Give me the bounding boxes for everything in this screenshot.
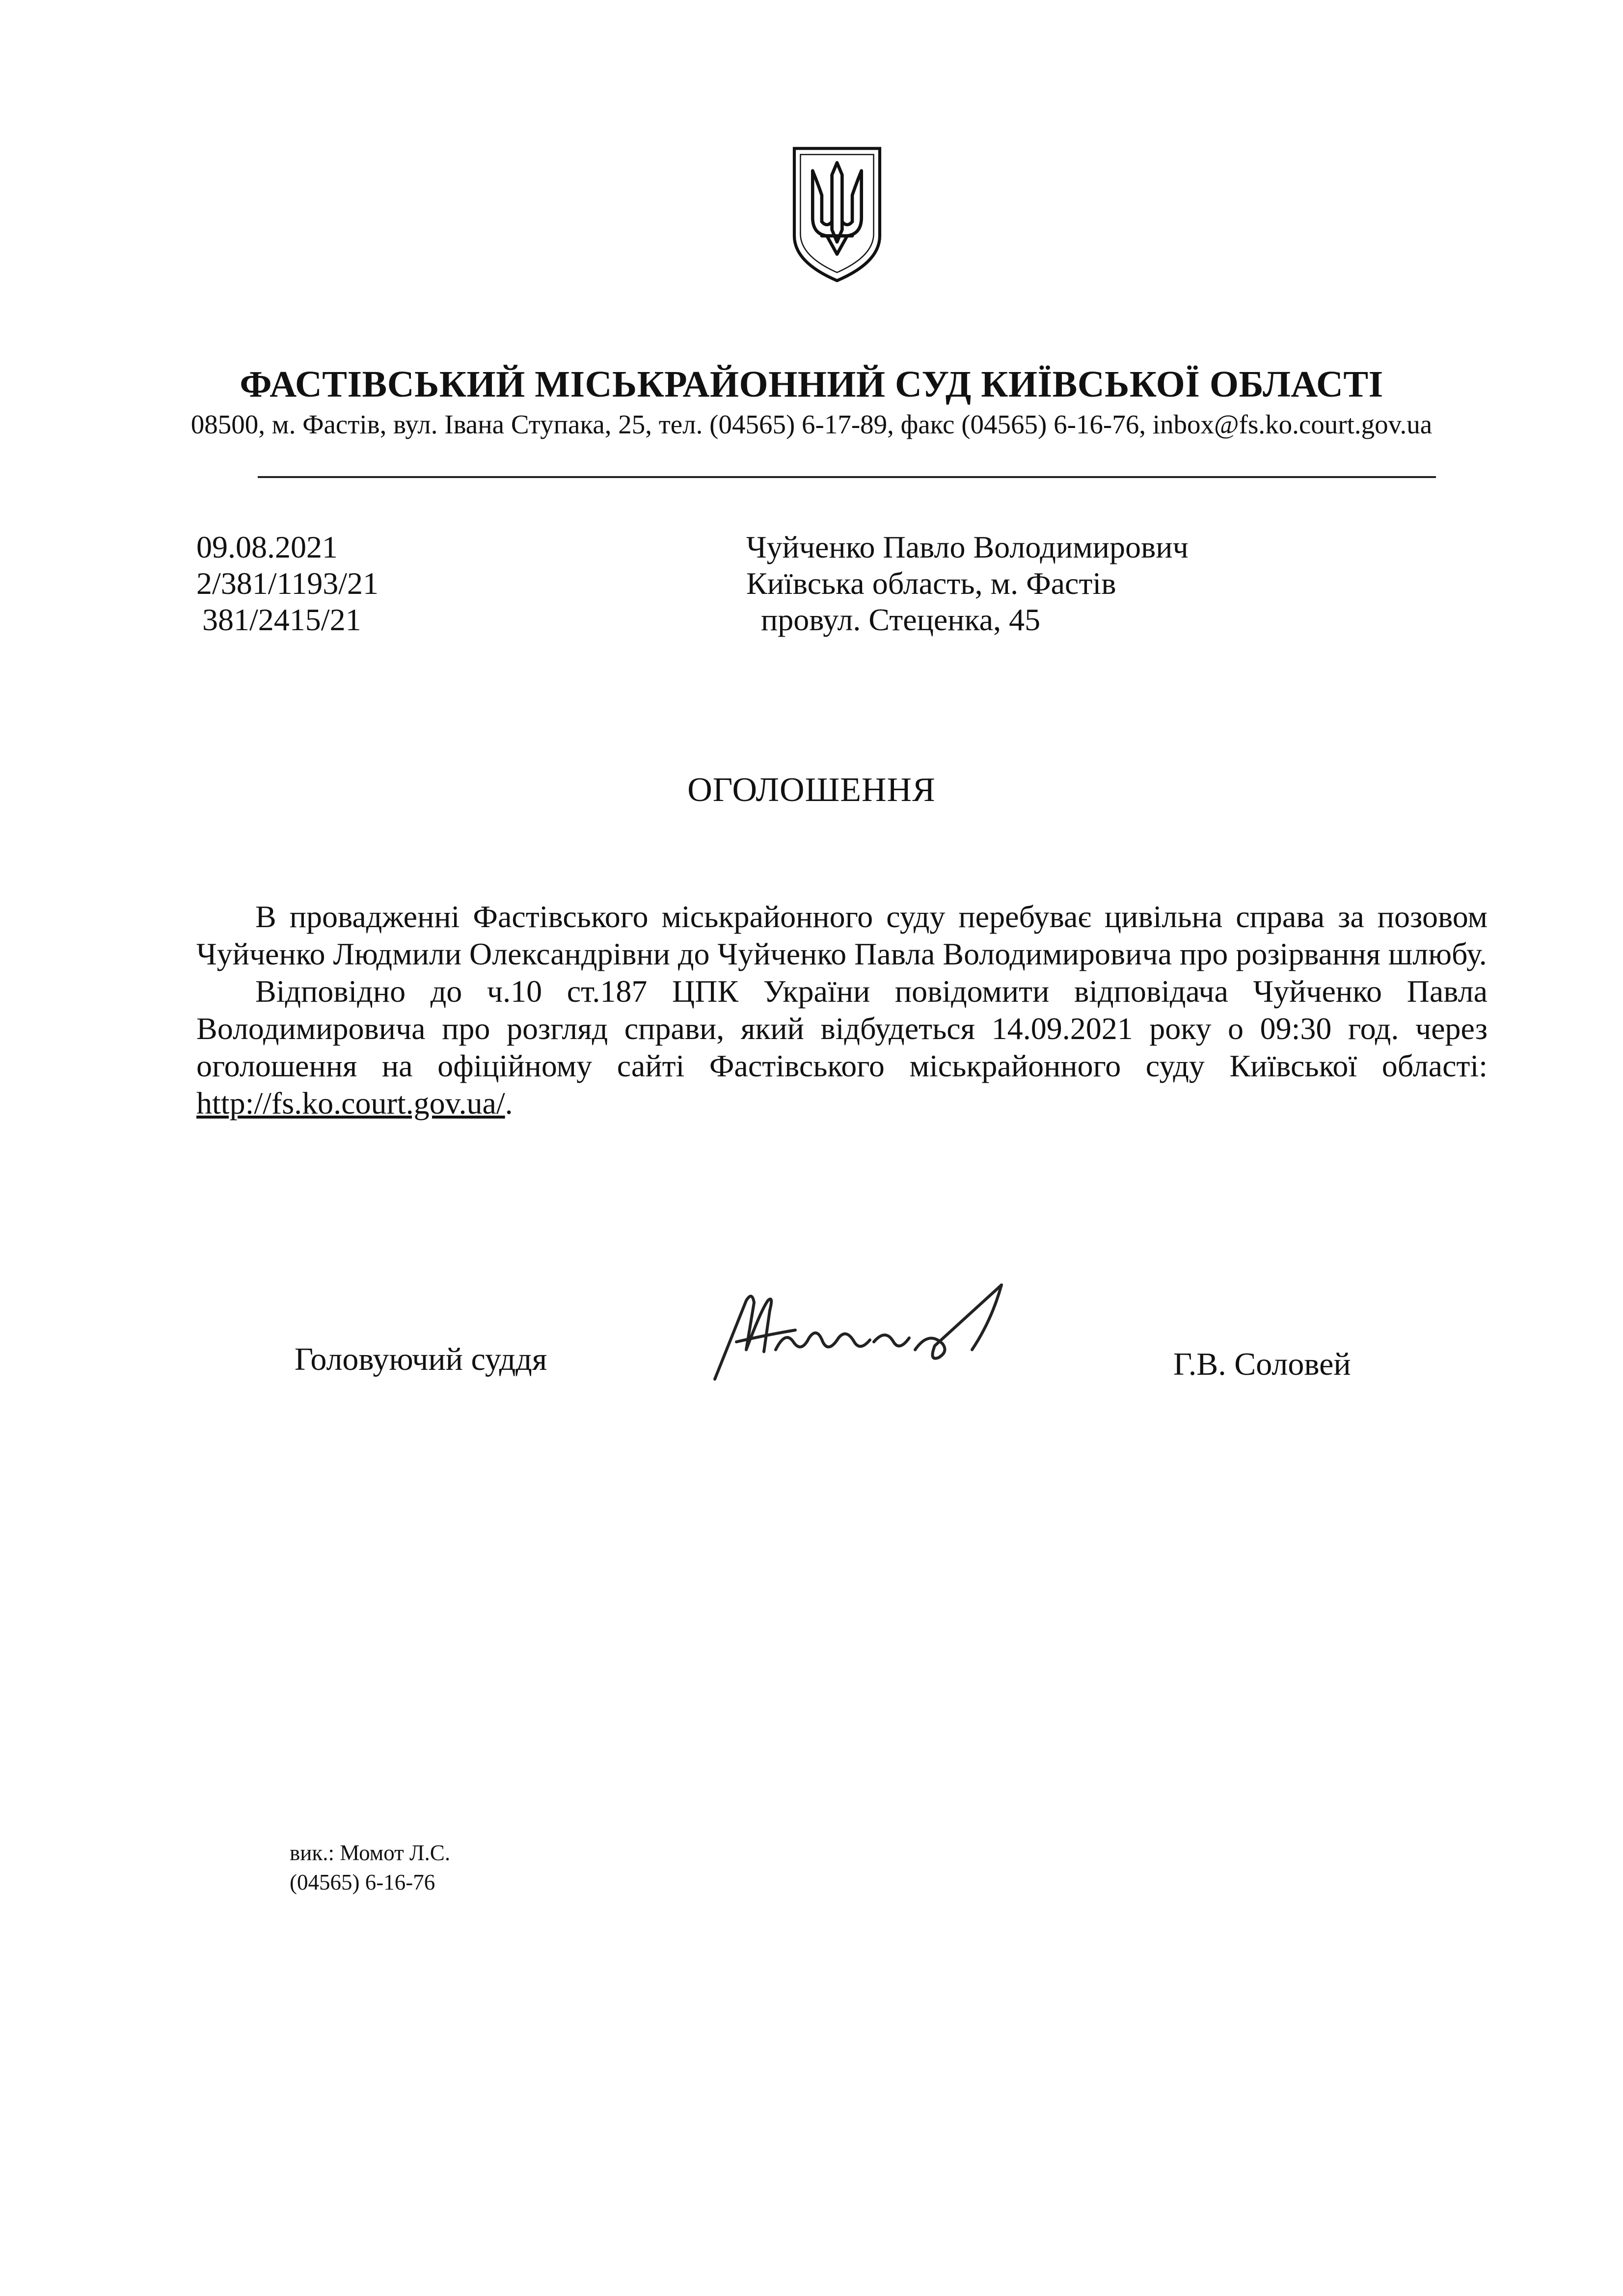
announcement-body — [196, 898, 1488, 1122]
executor-phone: (04565) 6-16-76 — [290, 1870, 435, 1895]
body-paragraph-2-text: Відповідно до ч.10 ст.187 ЦПК України повідомити відповідача Чуйченко Павла Володимировича про розгляд справи, який відбудеться 14.09.2021 року о 09:30 год. через оголошення на офіційному сайті Фастівського міськрайонного суду Київської області: — [196, 974, 1488, 1083]
recipient-block — [746, 529, 1189, 638]
recipient-name: Чуйченко Павло Володимирович — [746, 530, 1189, 564]
header-divider — [258, 476, 1436, 478]
body-paragraph-2 — [196, 973, 1488, 1122]
document-date: 09.08.2021 — [196, 530, 338, 564]
signer-name: Г.В. Соловей — [1173, 1346, 1351, 1382]
document-title: ОГОЛОШЕННЯ — [687, 771, 936, 809]
executor-block — [290, 1838, 450, 1897]
case-number: 2/381/1193/21 — [196, 566, 379, 601]
document-meta — [196, 529, 379, 638]
handwritten-signature-icon — [707, 1281, 1021, 1394]
court-address: 08500, м. Фастів, вул. Івана Ступака, 25, тел. (04565) 6-17-89, факс (04565) 6-16-76, inbox@fs.ko.court.gov.ua — [190, 409, 1433, 439]
recipient-street: провул. Стеценка, 45 — [761, 602, 1041, 637]
trident-coat-of-arms-icon — [785, 142, 889, 285]
executor-name: вик.: Момот Л.С. — [290, 1841, 451, 1865]
court-name: ФАСТІВСЬКИЙ МІСЬКРАЙОННИЙ СУД КИЇВСЬКОЇ ОБЛАСТІ — [240, 364, 1383, 405]
recipient-region-city: Київська область, м. Фастів — [746, 566, 1116, 601]
court-website-link[interactable]: http://fs.ko.court.gov.ua/ — [196, 1086, 505, 1121]
proceeding-number: 381/2415/21 — [202, 602, 361, 637]
body-paragraph-1: В провадженні Фастівського міськрайонного суду перебуває цивільна справа за позовом Чуйченко Людмили Олександрівни до Чуйченко Павла Володимировича про розірвання шлюбу. — [196, 899, 1488, 971]
body-paragraph-2-end: . — [505, 1086, 513, 1121]
signer-title: Головуючий суддя — [295, 1341, 547, 1377]
